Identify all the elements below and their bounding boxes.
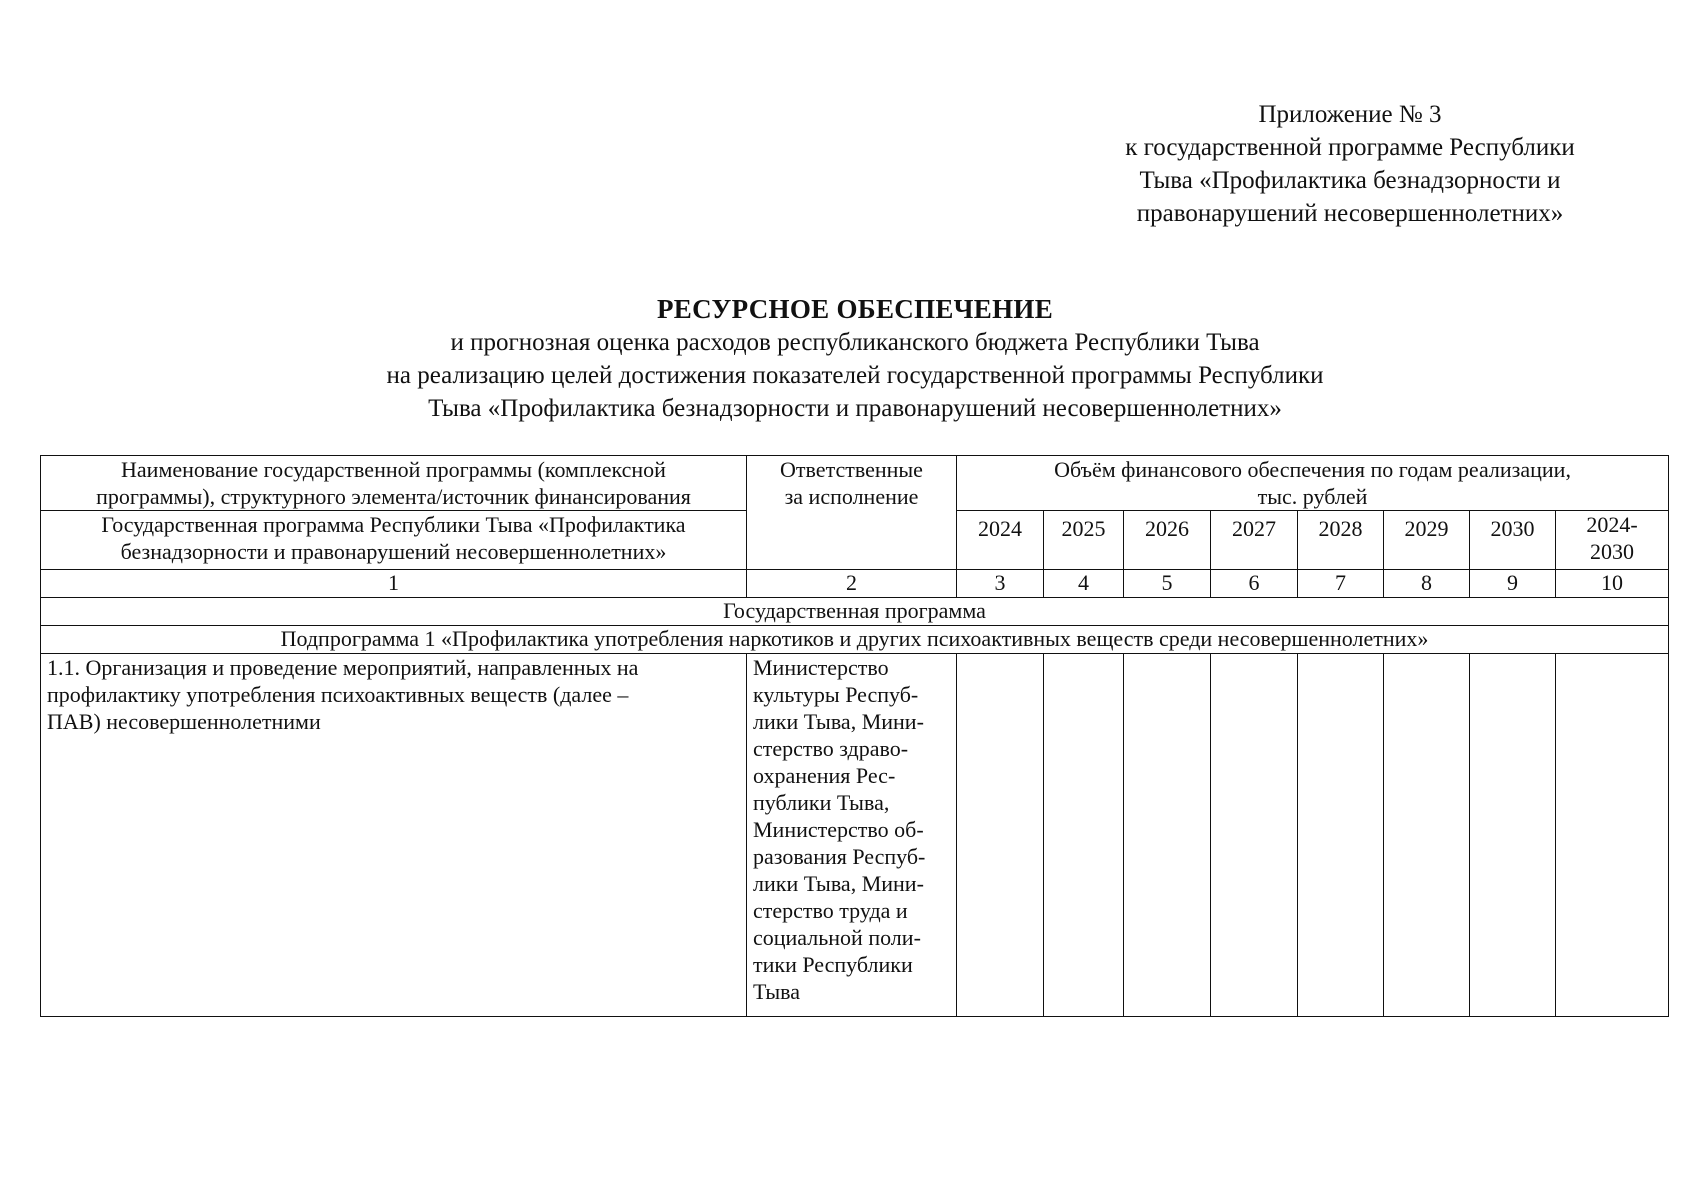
year-header: 2030 xyxy=(1470,511,1556,570)
resource-table xyxy=(40,455,1669,1017)
responsible-cell: Министерство культуры Респуб- лики Тыва, Мини- стерство здраво- охранения Рес- публики Тыва, Министерство об- разования Респуб- лики Тыва, Мини- стерство труда и социальной поли- тики Республики Тыва xyxy=(747,654,957,1017)
column-number: 6 xyxy=(1211,570,1298,598)
table-row xyxy=(41,654,1669,1017)
column-number-row xyxy=(41,570,1669,598)
header-volume-line-2: тыс. рублей xyxy=(1257,484,1368,509)
value-cell xyxy=(1211,654,1298,1017)
header-program-cell xyxy=(41,511,747,570)
section-title: Государственная программа xyxy=(41,598,1669,626)
title-line-1: и прогнозная оценка расходов республиканского бюджета Республики Тыва xyxy=(450,329,1260,356)
activity-name-cell xyxy=(41,654,747,1017)
value-cell xyxy=(1384,654,1470,1017)
header-resp-line-1: Ответственные xyxy=(780,457,923,482)
document-heading: РЕСУРСНОЕ ОБЕСПЕЧЕНИЕ xyxy=(656,294,1054,324)
subprogram-row xyxy=(41,626,1669,654)
total-line-1: 2024- xyxy=(1586,512,1638,537)
activity-name-line-3: ПАВ) несовершеннолетними xyxy=(47,709,321,734)
appendix-line-1: Приложение № 3 xyxy=(1258,101,1442,128)
year-header: 2027 xyxy=(1211,511,1298,570)
subprogram-title: Подпрограмма 1 «Профилактика употребления наркотиков и других психоактивных веществ среди несовершеннолетних» xyxy=(41,626,1669,654)
activity-name-line-1: 1.1. Организация и проведение мероприятий, направленных на xyxy=(47,655,639,680)
column-number: 2 xyxy=(747,570,957,598)
value-cell xyxy=(1124,654,1211,1017)
value-cell xyxy=(1556,654,1669,1017)
column-number: 1 xyxy=(41,570,747,598)
header-row-1 xyxy=(41,456,1669,511)
column-number: 4 xyxy=(1044,570,1124,598)
title-line-3: Тыва «Профилактика безнадзорности и правонарушений несовершеннолетних» xyxy=(428,395,1282,422)
header-program-line-1: Государственная программа Республики Тыва «Профилактика xyxy=(101,512,686,537)
header-name-line-1: Наименование государственной программы (комплексной xyxy=(121,457,666,482)
year-header: 2029 xyxy=(1384,511,1470,570)
header-name-cell xyxy=(41,456,747,511)
header-name-line-2: программы), структурного элемента/источник финансирования xyxy=(96,484,691,509)
value-cell xyxy=(1044,654,1124,1017)
year-header: 2025 xyxy=(1044,511,1124,570)
column-number: 7 xyxy=(1298,570,1384,598)
header-resp-line-2: за исполнение xyxy=(784,484,919,509)
column-number: 8 xyxy=(1384,570,1470,598)
column-number: 5 xyxy=(1124,570,1211,598)
year-header: 2028 xyxy=(1298,511,1384,570)
column-number: 3 xyxy=(957,570,1044,598)
column-number: 9 xyxy=(1470,570,1556,598)
value-cell xyxy=(1470,654,1556,1017)
header-volume-line-1: Объём финансового обеспечения по годам реализации, xyxy=(1054,457,1571,482)
header-responsible-cell xyxy=(747,456,957,570)
appendix-line-2: к государственной программе Республики xyxy=(1125,134,1575,161)
appendix-line-3: Тыва «Профилактика безнадзорности и xyxy=(1139,167,1561,194)
section-row xyxy=(41,598,1669,626)
appendix-note xyxy=(1060,98,1640,230)
header-program-line-2: безнадзорности и правонарушений несовершеннолетних» xyxy=(120,539,667,564)
header-volume-cell xyxy=(957,456,1669,511)
appendix-line-4: правонарушений несовершеннолетних» xyxy=(1136,200,1564,227)
title-line-2: на реализацию целей достижения показателей государственной программы Республики xyxy=(386,362,1324,389)
document-title xyxy=(0,293,1697,425)
activity-name-line-2: профилактику употребления психоактивных веществ (далее – xyxy=(47,682,629,707)
column-number: 10 xyxy=(1556,570,1669,598)
year-header: 2024 xyxy=(957,511,1044,570)
value-cell xyxy=(1298,654,1384,1017)
total-line-2: 2030 xyxy=(1590,539,1635,564)
year-header: 2026 xyxy=(1124,511,1211,570)
value-cell xyxy=(957,654,1044,1017)
total-period-header xyxy=(1556,511,1669,570)
